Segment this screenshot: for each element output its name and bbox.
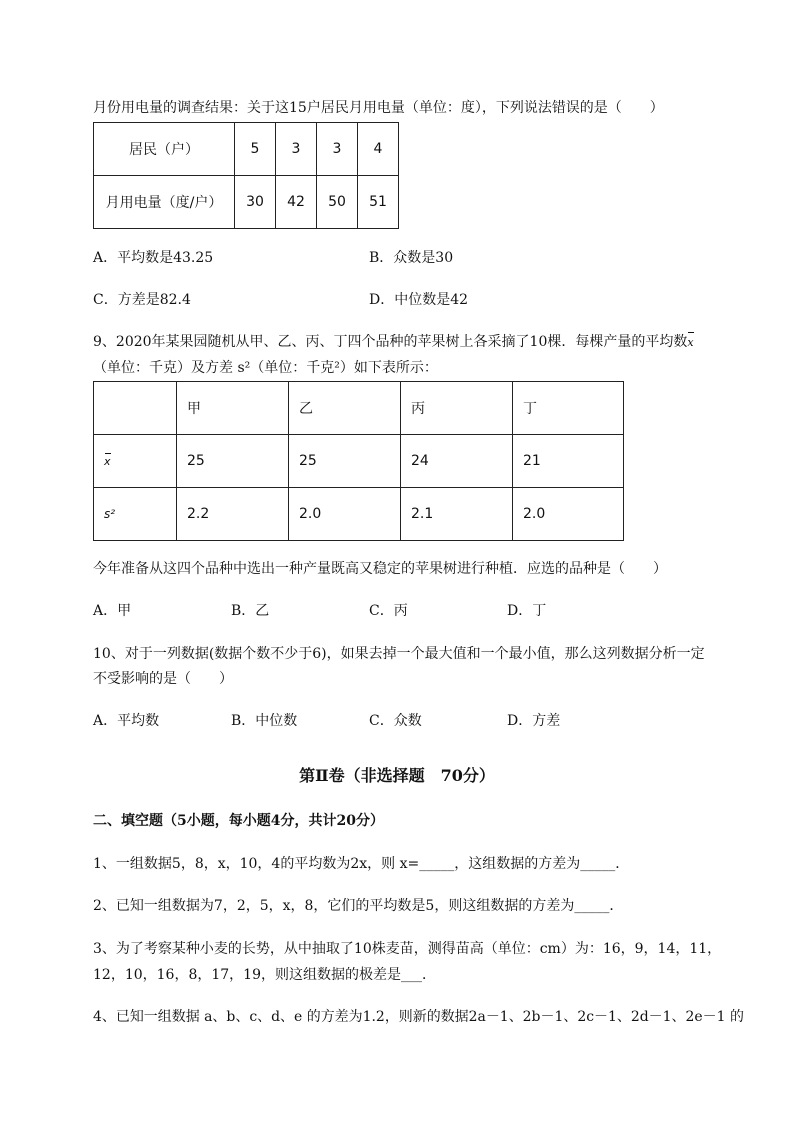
q9-option-c: C．丙 [369,603,408,619]
table-cell: 25 [289,435,401,488]
table-cell: 25 [177,435,289,488]
mean-symbol: x [104,455,111,468]
table-cell: 30 [235,176,276,229]
q8-option-b: B．众数是30 [369,250,454,266]
table-cell: 居民（户） [94,123,235,176]
fill-q4: 4、已知一组数据 a、b、c、d、e 的方差为1.2，则新的数据2a－1、2b－1、2c－1、2d－1、2e－1 的 [93,1009,744,1025]
part2-title: 第Ⅱ卷（非选择题 70分） [299,766,495,785]
fill-q3-line1: 3、为了考察某种小麦的长势，从中抽取了10株麦苗，测得苗高（单位：cm）为：16，9，14，11， [93,941,722,957]
q8-option-c: C．方差是82.4 [93,292,191,308]
table-cell: 3 [276,123,317,176]
table-cell: s² [94,488,177,541]
q9-option-d: D．丁 [507,603,547,619]
table-cell [94,435,177,488]
table-cell: 2.1 [401,488,513,541]
mean-symbol: x [687,334,693,352]
q10-option-b: B．中位数 [231,713,298,729]
table-cell: 甲 [177,382,289,435]
q9-line2: （单位：千克）及方差 s²（单位：千克²）如下表所示： [93,360,438,376]
fill-q3-line2: 12，10，16，8，17，19，则这组数据的极差是___． [93,967,436,983]
table-cell: 21 [513,435,624,488]
table-cell: 丙 [401,382,513,435]
q9-option-a: A．甲 [93,603,132,619]
table-cell: 2.0 [289,488,401,541]
q8-option-a: A．平均数是43.25 [93,250,214,266]
q10-option-a: A．平均数 [93,713,160,729]
q10-line1: 10、对于一列数据(数据个数不少于6)，如果去掉一个最大值和一个最小值，那么这列数据分析一定 [93,646,705,662]
table-cell [94,382,177,435]
q8-intro: 月份用电量的调查结果：关于这15户居民月用电量（单位：度），下列说法错误的是（ ） [93,100,664,116]
q10-option-d: D．方差 [507,713,561,729]
table-cell: 5 [235,123,276,176]
q8-option-d: D．中位数是42 [369,292,469,308]
table-row [94,435,624,488]
table-cell: 42 [276,176,317,229]
q10-option-c: C．众数 [369,713,422,729]
q10-line2: 不受影响的是（ ） [93,671,233,687]
table-cell: 4 [358,123,399,176]
table-row [94,123,399,176]
table-cell: 50 [317,176,358,229]
fill-q2: 2、已知一组数据为7，2，5，x，8，它们的平均数是5，则这组数据的方差为_____． [93,898,624,914]
table-cell: 2.2 [177,488,289,541]
table-cell: 月用电量（度/户） [94,176,235,229]
q9-question: 今年准备从这四个品种中选出一种产量既高又稳定的苹果树进行种植．应选的品种是（ ） [93,561,667,577]
q9-text: 9、2020年某果园随机从甲、乙、丙、丁四个品种的苹果树上各采摘了10棵．每棵产量的平均数 [93,334,688,350]
table-cell: 51 [358,176,399,229]
q8-table [93,122,399,229]
table-cell: 24 [401,435,513,488]
q9-table [93,381,624,541]
q9-option-b: B．乙 [231,603,270,619]
table-row [94,382,624,435]
table-cell: 丁 [513,382,624,435]
table-cell: 乙 [289,382,401,435]
fill-section-heading: 二、填空题（5小题，每小题4分，共计20分） [93,813,384,829]
fill-q1: 1、一组数据5，8，x，10，4的平均数为2x，则 x=_____，这组数据的方差为_____． [93,856,630,872]
table-cell: 2.0 [513,488,624,541]
table-cell: 3 [317,123,358,176]
table-row [94,176,399,229]
table-row [94,488,624,541]
q9-line1 [93,333,694,352]
